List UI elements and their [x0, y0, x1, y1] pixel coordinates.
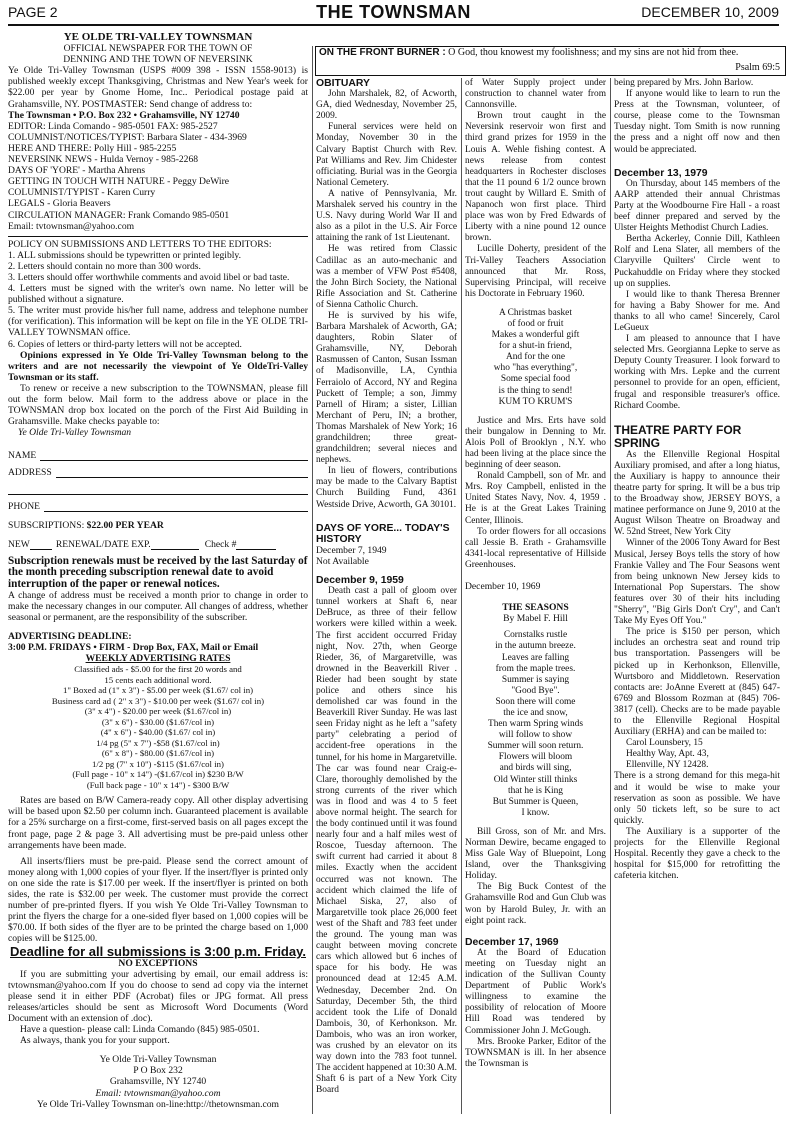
news-paragraph: Bertha Ackerley, Connie Dill, Kathleen Rolf and Lena Slater, all members of the Claryville Quilters' Circle went to Puckahuddle on Friday where they stocked up on supplies.	[614, 234, 780, 289]
rate-line: (Full back page - 10" x 14") - $300 B/W	[86, 779, 230, 790]
address-label: ADDRESS	[8, 467, 52, 479]
new-checkbox[interactable]	[30, 539, 52, 550]
staff-line: COLUMNIST/NOTICES/TYPIST: Barbara Slater - 434-3969	[8, 131, 247, 143]
poem-line: from the maple trees.	[495, 663, 576, 674]
theatre-paragraph: Winner of the 2006 Tony Award for Best Musical, Jersey Boys tells the story of how Frankie Valley and The Four Seasons went from being unknown New Jersey kids to International Pop Superstars. The show features over 30 of their hits including "Sherry", "Big Girls Don't Cry", and Can't Take My Eyes Off You."	[614, 538, 780, 627]
masthead-subtitle: DENNING AND THE TOWN OF NEVERSINK	[63, 54, 253, 66]
poem-line: And for the one	[505, 352, 566, 363]
krum-ad-poem	[465, 308, 606, 408]
address-row-2	[8, 478, 308, 495]
theatre-paragraph: The Auxiliary is a supporter of the projects for the Ellenville Regional Hospital. Recently they gave a check to the hospital for $15,000 for retrofitting the cafeteria kitchen.	[614, 826, 780, 882]
poem-line: A Christmas basket	[499, 307, 572, 318]
address-line: Healthy Way, Apt. 43,	[626, 749, 709, 760]
new-label: NEW	[8, 539, 30, 551]
poem-line: for a shut-in friend,	[499, 341, 572, 352]
footer-address	[8, 1054, 308, 1109]
name-field[interactable]	[40, 450, 308, 461]
change-of-address-note: A change of address must be received a month prior to change in order to make the necessary changes in our computer. All changes of address, whether seasonal or permanent, are the responsibility of the subscriber.	[8, 589, 308, 623]
subscription-form	[8, 444, 308, 550]
history-paragraph: At the Board of Education meeting on Tuesday night an indication of the Sullivan County Department of Public Work's willingness to examine the possibility of relocation of Moore Hill Road was tendered by Commissioner John J. McGough.	[465, 947, 606, 1036]
check-number-field[interactable]	[236, 539, 276, 550]
rate-line: 1" Boxed ad (1" x 3") - $5.00 per week ($1.67/ col in)	[62, 685, 254, 696]
front-burner-quote: O God, thou knowest my foolishness; and my sins are not hid from thee.	[448, 47, 739, 58]
history-paragraph: To order flowers for all occasions call Jessie B. Erath - Grahamsville 4341-local representative of Hillside Greenhouses.	[465, 526, 606, 570]
policy-title: POLICY ON SUBMISSIONS AND LETTERS TO THE EDITORS:	[8, 238, 272, 250]
staff-line: NEVERSINK NEWS - Hulda Vernoy - 985-2268	[8, 154, 199, 166]
submission-deadline: Deadline for all submissions is 3:00 p.m. Friday.	[10, 944, 306, 960]
poem-line: Old Winter still thinks	[493, 774, 578, 785]
payable-to: Ye Olde Tri-Valley Townsman	[18, 427, 132, 439]
staff-line: HERE AND THERE: Polly Hill - 985-2255	[8, 142, 177, 154]
poem-line: Summer is saying	[501, 674, 570, 685]
staff-list	[8, 121, 308, 232]
address-field-2[interactable]	[8, 484, 308, 495]
news-paragraph: being prepared by Mrs. John Barlow.	[614, 78, 754, 88]
right-column	[614, 78, 780, 882]
poem-line: will follow to show	[498, 730, 573, 741]
poem-line: Cornstalks rustle	[503, 630, 568, 641]
phone-row	[8, 495, 308, 512]
footer-line: Ye Olde Tri-Valley Townsman	[99, 1054, 217, 1066]
policy-item: 5. The writer must provide his/her full name, address and telephone number (for verification). This information will be kept on file in the YE OLDE TRI-VALLEY TOWNSMAN office.	[8, 305, 308, 339]
poem-line: Some special food	[500, 374, 571, 385]
subscriptions-label: SUBSCRIPTIONS:	[8, 520, 85, 532]
dec10-date: December 10, 1969	[465, 581, 541, 593]
renewal-date-field[interactable]	[151, 539, 199, 550]
seasons-title: THE SEASONS	[502, 602, 569, 614]
rate-line: (Full page - 10" x 14") -($1.67/col in) $230 B/W	[72, 769, 244, 780]
poem-line: in the autumn breeze.	[495, 641, 576, 652]
policy-item: 3. Letters should offer worthwhile comments and avoid libel or bad taste.	[8, 271, 290, 283]
subscriptions-price: $22.00 PER YEAR	[86, 520, 164, 532]
name-label: NAME	[8, 450, 37, 462]
theatre-paragraph: As the Ellenville Regional Hospital Auxiliary promised, and after a long hiatus, the Auxiliary is happy to announce their theatre party for spring. It will be a bus trip to the Broadway show, JERSEY BOYS, a matinee performance on June 9, 2010 at the August Wilson Theatre on Broadway and W. 52nd Street, New York City	[614, 449, 780, 538]
front-burner-label: ON THE FRONT BURNER :	[319, 47, 446, 58]
history-column	[465, 78, 606, 1070]
rate-line: 1/4 pg (5" x 7") -$58 ($1.67/col in)	[96, 737, 220, 748]
divider	[8, 236, 308, 237]
front-burner-box	[315, 46, 786, 76]
publication-info: Ye Olde Tri-Valley Townsman (USPS #009 398 - ISSN 1558-9013) is published weekly except Thanksgiving, Christmas and New Year's week for $22.00 per year by Gnome Home, Inc.. Periodical postage paid at Grahamsville, NY. POSTMASTER: Send change of address to:	[8, 65, 308, 110]
news-paragraph: I would like to thank Theresa Brenner for having a Baby Shower for me. And thanks to all who came! Sincerely, Carol LeGueux	[614, 289, 780, 333]
staff-line: GETTING IN TOUCH WITH NATURE - Peggy DeWire	[8, 176, 230, 188]
obituary-paragraph: John Marshalek, 82, of Acworth, GA, died Wednesday, November 25, 2009.	[316, 89, 457, 122]
poem-line: "Good Bye".	[511, 685, 560, 696]
footer-line: P O Box 232	[133, 1065, 183, 1077]
staff-line: EDITOR: Linda Comando - 985-0501 FAX: 985-2527	[8, 120, 218, 132]
inserts-text: All inserts/fliers must be pre-paid. Please send the correct amount of money along with 1,000 copies of your flyer. If the insert/flyer is printed only on one side the rate is $17.00 per week. If the insert/flyer is printed on both sides, the rate is $32.00 per week. The customer must provide the correct number of pre-printed flyers. If you wish Ye Olde Tri-Valley Townsman to print the flyers the charge for a one-sided flyer based on 1,000 copies will be $70.00. If both sides of the flyer are to be printed the charge based on 1,000 copies will be $125.00.	[8, 855, 308, 945]
poem-line: that he is King	[508, 785, 563, 796]
front-burner-reference: Psalm 69:5	[735, 62, 780, 73]
thank-you: As always, thank you for your support.	[20, 1035, 170, 1047]
poem-line: of food or fruit	[507, 318, 564, 329]
rate-line: Classified ads - $5.00 for the first 20 words and	[74, 664, 242, 675]
rates-title: WEEKLY ADVERTISING RATES	[85, 653, 231, 665]
rate-line: (3" x 4") - $20.00 per week ($1.67/col in)	[84, 706, 232, 717]
seasons-poem	[465, 630, 606, 819]
history-paragraph: Brown trout caught in the Neversink reservoir won first and third grand prizes for 1959 in the Louis A. Wehle fishing contest. A news release from contest headquarters in Rochester discloses that the 11 pound 6 1/2 ounce brown trout caught by Willard E. Smith of Napanoch won first place. Third place was won by Fred Edwards of Liberty with a nine pound 12 ounce brown.	[465, 111, 606, 244]
rate-line: 15 cents each additional word.	[104, 674, 212, 685]
rate-line: Business card ad ( 2" x 3") - $10.00 per week ($1.67/ col in)	[51, 695, 265, 706]
mailing-address: The Townsman • P.O. Box 232 • Grahamsville, NY 12740	[8, 109, 240, 121]
footer-website[interactable]: Ye Olde Tri-Valley Townsman on-line:http://thetownsman.com	[36, 1098, 279, 1110]
footer-email[interactable]: Email: tvtownsman@yahoo.com	[95, 1087, 221, 1099]
rate-line: (3" x 6") - $30.00 ($1.67/col in)	[101, 716, 215, 727]
policy-item: 1. ALL submissions should be typewritten or printed legibly.	[8, 249, 241, 261]
check-label: Check #	[204, 539, 237, 551]
column-rule	[610, 78, 611, 1114]
days-not-available: Not Available	[316, 555, 369, 567]
rate-line: 1/2 pg (7" x 10") -$115 ($1.67/col in)	[92, 758, 224, 769]
theatre-party-heading: THEATRE PARTY FOR SPRING	[614, 422, 742, 450]
poem-line: Then warm Spring winds	[487, 719, 584, 730]
obituary-paragraph: He is survived by his wife, Barbara Marshalek of Acworth, GA; daughters, Robin Slater of Grahamsville, NY, Deborah Rasmussen of Canton, Susan Issman of Madisonville, LA, Cynthia Ferraiolo of Accord, NY and Regina Puckett of Temple; a son, Jimmy Parnell of Hiram; a sister, Lillian Merchant of Peru, IN; a brother, Thomas Marshalek of New York; 16 grandchildren; three great-grandchildren; several nieces and nephews.	[316, 310, 457, 466]
history-paragraph: Lucille Doherty, president of the Tri-Valley Teachers Association announced that Mr. Ross, Supervising Principal, will receive his Doctorate in February 1960.	[465, 244, 606, 299]
staff-line: DAYS OF 'YORE' - Martha Ahrens	[8, 165, 146, 177]
staff-email[interactable]: Email: tvtownsman@yahoo.com	[8, 220, 135, 232]
email-submission-text: If you are submitting your advertising by email, our email address is: tvtownsman@yahoo.com If you do choose to send ad copy via the internet please send it in either PDF (Acrobat) files or JPG format. All press releases/articles should be sent as Microsoft Word Documents (Word Document with an extension of .doc).	[8, 968, 308, 1024]
poem-line: KUM TO KRUM'S	[498, 396, 573, 407]
question-contact: Have a question- please call: Linda Comando (845) 985-0501.	[20, 1024, 260, 1036]
days-date: December 7, 1949	[316, 544, 387, 556]
column-rule	[461, 78, 462, 1114]
poem-line: and birds will sing,	[499, 763, 572, 774]
history-paragraph: The Big Buck Contest of the Grahamsville Rod and Gun Club was won by Harold Buley, Jr. with an eight point rack.	[465, 882, 606, 926]
opinion-disclaimer: Opinions expressed in Ye Olde Tri-Valley Townsman belong to the writers and are not necessarily the viewpoint of Ye OldeTri-Valley Townsman or its staff.	[8, 349, 308, 383]
theatre-paragraph: There is a strong demand for this mega-hit and it would be wise to make your reservation as soon as possible. We have only 50 tickets left, so be sure to act quickly.	[614, 771, 780, 826]
mailing-address-block	[614, 738, 780, 771]
poem-line: who "has everything",	[493, 363, 578, 374]
name-row	[8, 444, 308, 461]
obituary-paragraph: He was retired from Classic Cadillac as an auto-mechanic and was a member of VFW Post #5408, the John Birch Society, the National Rifle Association and St. Catherine of Sienna Catholic Church.	[316, 244, 457, 310]
poem-line: Leaves are falling	[501, 652, 570, 663]
history-paragraph: Bill Gross, son of Mr. and Mrs. Norman Dewire, became engaged to Miss Gale Way of Bluepoint, Long Island, over the Thanksgiving Holiday.	[465, 826, 606, 882]
address-line: Carol Lounsbery, 15	[626, 738, 703, 749]
days-of-yore-heading: DAYS OF YORE... TODAY'S HISTORY	[316, 522, 450, 545]
subscriptions-row	[8, 514, 308, 531]
no-exceptions: NO EXCEPTIONS	[118, 957, 198, 969]
renewal-notice: Subscription renewals must be received by the last Saturday of the month preceding subscription renewal date to avoid interruption of the paper or renewal notices.	[8, 555, 308, 590]
history-paragraph: Mrs. Brooke Parker, Editor of the TOWNSMAN is ill. In her absence the Townsman is	[465, 1036, 606, 1069]
footer-line: Grahamsville, NY 12740	[109, 1076, 207, 1088]
address-line: Ellenville, NY 12428.	[626, 760, 709, 771]
poem-line: is the thing to send!	[498, 385, 573, 396]
poem-line: Makes a wonderful gift	[491, 330, 580, 341]
address-field[interactable]	[56, 467, 308, 478]
poem-line: I know.	[521, 807, 550, 818]
dec13-heading: December 13, 1979	[614, 167, 708, 179]
page-number: PAGE 2	[8, 4, 58, 20]
dec9-article: Death cast a pall of gloom over tunnel workers at Shaft 6, near DeBruce, as three of their fellow workers were killed within a week. The first accident occurred Friday night, Nov. 27th, when George Rieder, 36, of Margaretville, was drowned in the Beaverkill River . Rieder had been sought by state police and others since his demolished car was found in the Beaverkill River Sunday. He was last seen Friday night as he left a "safety party" celebrating a period of accident-free operations in the tunnel, for his home in Margaretville. The car was found near Craig-e-Clare, thoroughly demolished by the strong currents of the river which was in flood and was 4 to 5 feet above normal height. The search for the body continued until it was found nearly four and a half miles west of Roscoe, Tuesday afternoon. The swift current had carried it about 8 miles. Exactly when the accident occurred was not known. The accident which claimed the life of Michael Siska, 27, also of Margaretville took place 26,000 feet west of the Shaft and 783 feet under the ground. The young man was caught between moving concrete cars which allowed but 6 inches of space for his body. He was pronounced dead at 12:45 A.M. Wednesday, December 2nd. On Saturday, December 5th, the third accident took the Life of Donald Dambois, 30, of Kerhonkson. Mr. Dambois, who was an iron worker, was crushed by an elevator on its way down into the 783 foot tunnel. The accident happened at 10:30 A.M. Shaft 6 is part of a New York City Board	[316, 586, 457, 1096]
poem-line: the ice and snow,	[503, 707, 568, 718]
staff-line: COLUMNIST/TYPIST - Karen Curry	[8, 187, 156, 199]
masthead-subtitle: OFFICIAL NEWSPAPER FOR THE TOWN OF	[63, 43, 253, 55]
phone-field[interactable]	[44, 501, 308, 512]
subscribe-note: To renew or receive a new subscription to the TOWNSMAN, please fill out the form below. Mail form to the address above or place in the TOWNSMAN drop box located on the porch of the First Aid Building in Grahamsville. Make checks payable to:	[8, 382, 308, 428]
left-column	[8, 32, 308, 1110]
seasons-author: By Mabel F. Hill	[503, 613, 568, 625]
history-paragraph: Justice and Mrs. Erts have sold their bungalow in Denning to Mr. Alois Poll of Brooklyn , N.Y. who had been living at the place since the beginning of deer season.	[465, 415, 606, 471]
staff-line: LEGALS - Gloria Beavers	[8, 198, 111, 210]
staff-line: CIRCULATION MANAGER: Frank Comando 985-0501	[8, 209, 230, 221]
renewal-label: RENEWAL/DATE EXP.	[55, 539, 151, 551]
ad-deadline: 3:00 P.M. FRIDAYS • FIRM - Drop Box, FAX, Mail or Email	[8, 642, 259, 654]
dec17-heading: December 17, 1969	[465, 936, 559, 948]
poem-line: Flowers will bloom	[498, 752, 573, 763]
history-paragraph: of Water Supply project under construction to channel water from Cannonsville.	[465, 78, 606, 111]
theatre-paragraph: The price is $150 per person, which includes an orchestra seat and round trip bus transportation. Passengers will be picked up in Kerhonkson, Ellenville, Wurtsboro and Middletown. Reservation contacts are: JoAnne Everett at (845) 647-6769 and Blossom Rozman at (845) 706-3817 (cell). Checks are to be made payable to the Ellenville Regional Hospital Auxiliary (ERHA) and can be mailed to:	[614, 627, 780, 738]
page-header	[8, 2, 779, 26]
column-rule	[312, 46, 313, 1114]
address-row	[8, 461, 308, 478]
dec9-heading: December 9, 1959	[316, 575, 404, 587]
news-paragraph: On Thursday, about 145 members of the AARP attended their annual Christmas Party at the Woodbourne Fire Hall - a roast beef dinner prepared and served by the Ulster Heights Methodist Church Ladies.	[614, 178, 780, 234]
paper-title: THE TOWNSMAN	[316, 2, 471, 22]
renewal-row	[8, 533, 308, 550]
policy-item: 6. Copies of letters or third-party letters will not be accepted.	[8, 338, 242, 350]
news-paragraph: I am pleased to announce that I have selected Mrs. Georgianna Lepke to serve as Deputy County Treasurer. I look forward to working with Mrs. Lepke and the current personnel to provide for an open, efficient, frugal and responsible treasurer's office. Richard Coombe.	[614, 334, 780, 411]
news-paragraph: If anyone would like to learn to run the Press at the Townsman, volunteer, of course, please come to the Townsman Tuesday night. Tom Smith is now running the press and a night off now and then would be appreciated.	[614, 89, 780, 155]
history-paragraph: Ronald Campbell, son of Mr. and Mrs. Roy Campbell, enlisted in the United States Navy, Nov. 4, 1959 . He is at the Great Lakes Training Center, Illinois.	[465, 471, 606, 526]
obituary-paragraph: Funeral services were held on Monday, November 30 in the Calvary Baptist Church with Rev. Pat Williams and Rev. Jim Chidester officiating. Burial was in the Georgia National Cemetery.	[316, 122, 457, 188]
obituary-heading: OBITUARY	[316, 78, 370, 89]
rates-list	[8, 664, 308, 790]
poem-line: But Summer is Queen,	[492, 796, 579, 807]
rate-line: (6" x 8") - $80.00 ($1.67/col in)	[101, 748, 215, 759]
poem-line: Soon there will come	[495, 696, 576, 707]
policy-item: 2. Letters should contain no more than 300 words.	[8, 260, 201, 272]
issue-date: DECEMBER 10, 2009	[641, 4, 779, 20]
phone-label: PHONE	[8, 501, 40, 513]
rate-line: (4" x 6") - $40.00 ($1.67/ col in)	[100, 727, 216, 738]
obituary-column	[316, 78, 457, 1096]
obituary-paragraph: A native of Pennsylvania, Mr. Marshalek served his country in the U.S. Navy during World War II and also as a pilot in the U.S. Air Force attaining the rank of 1st Lieutenant.	[316, 188, 457, 244]
policy-item: 4. Letters must be signed with the writer's own name. No letter will be published without a signature.	[8, 283, 308, 306]
ad-deadline-title: ADVERTISING DEADLINE:	[8, 630, 132, 642]
masthead-title: YE OLDE TRI-VALLEY TOWNSMAN	[63, 31, 253, 43]
obituary-paragraph: In lieu of flowers, contributions may be made to the Calvary Baptist Church Building Fund, 4361 Westside Drive, Acworth, GA 30101.	[316, 466, 457, 510]
rates-text: Rates are based on B/W Camera-ready copy. All other display advertising will be based upon $2.50 per column inch. Guaranteed placement is available for a 25% surcharge on a first-come, first-served basis on all pages except the front page, page 2 & page 3. All advertising must be pre-paid unless other arrangements have been made.	[8, 795, 308, 851]
poem-line: Summer will soon return.	[487, 741, 584, 752]
